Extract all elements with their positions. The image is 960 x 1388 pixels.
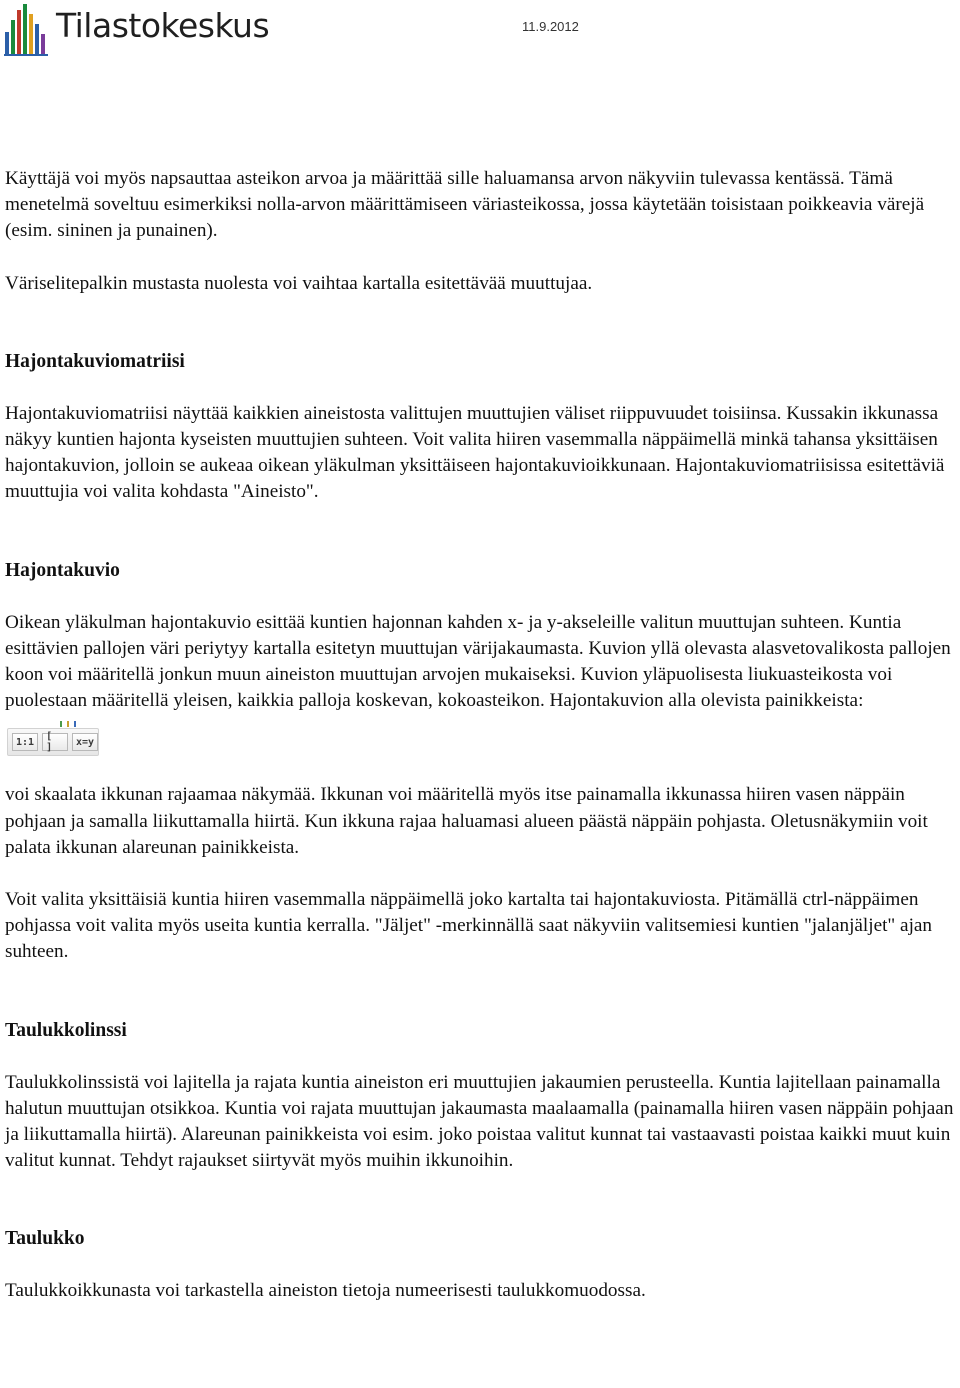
section-heading-matrix: Hajontakuviomatriisi xyxy=(5,350,185,372)
table-paragraph: Taulukkoikkunasta voi tarkastella aineiston tietoja numeerisesti taulukkomuodossa. xyxy=(5,1280,646,1302)
section-heading-table: Taulukko xyxy=(5,1228,85,1250)
scatter-paragraph-1: Oikean yläkulman hajontakuvio esittää kuntien hajonnan kahden x- ja y-akseleille valitun muuttujan suhteen. Kuntia esittävien pallojen väri periytyy kartalla esitetyn muuttujan värijakaumasta. Kuvion yllä olevasta alasvetovalikosta pallojen koon voi määritellä jonkun muun aineiston muuttujan arvojen mukaiseksi. Kuvion yläpuolisesta liukuasteikosta voi puolestaan määritellä yleisen, kaikkia palloja koskevan, kokoasteikon. Hajontakuvion alla olevista painikkeista: xyxy=(5,611,951,712)
tilastokeskus-logo-icon xyxy=(4,2,48,58)
section-heading-scatter: Hajontakuvio xyxy=(5,559,120,581)
document-body xyxy=(5,166,960,1305)
toolbar-tick-marks-icon xyxy=(59,720,81,728)
fit-view-button[interactable]: [ ] xyxy=(42,733,68,751)
scatter-toolbar-image xyxy=(5,718,101,760)
scatter-toolbar xyxy=(7,728,99,756)
page-header xyxy=(0,0,960,70)
scatter-paragraph-3: Voit valita yksittäisiä kuntia hiiren vasemmalla näppäimellä joko kartalta tai hajontakuviosta. Pitämällä ctrl-näppäimen pohjassa voit valita myös useita kuntia kerralla. "Jäljet" -merkinnällä saat näkyviin valitsemiesi kuntien "jalanjäljet" ajan suhteen. xyxy=(5,889,933,963)
x-equals-y-button[interactable]: x=y xyxy=(72,733,98,751)
scale-1-1-button[interactable]: 1:1 xyxy=(12,733,38,751)
matrix-paragraph: Hajontakuviomatriisi näyttää kaikkien aineistosta valittujen muuttujien väliset riippuvuudet toisiinsa. Kussakin ikkunassa näkyy kuntien hajonta kyseisten muuttujien suhteen. Voit valita hiiren vasemmalla näppäimellä minkä tahansa yksittäisen hajontakuvion, jolloin se aukeaa oikean yläkulman yksittäiseen hajontakuvioikkunaan. Hajontakuviomatriisissa esitettäviä muuttujia voi valita kohdasta "Aineisto". xyxy=(5,402,945,503)
section-heading-table-lens: Taulukkolinssi xyxy=(5,1019,127,1041)
logo-text: Tilastokeskus xyxy=(56,6,270,45)
intro-paragraph-1: Käyttäjä voi myös napsauttaa asteikon arvoa ja määrittää sille haluamansa arvon näkyviin tulevassa kentässä. Tämä menetelmä soveltuu esimerkiksi nolla-arvon määrittämiseen väriasteikossa, jossa käytetään toisistaan poikkeavia värejä (esim. sininen ja punainen). xyxy=(5,168,925,242)
scatter-paragraph-2: voi skaalata ikkunan rajaamaa näkymää. Ikkunan voi määritellä myös itse painamalla ikkunassa hiiren vasen näppäin pohjaan ja samalla liikuttamalla hiirtä. Kun ikkuna rajaa haluamasi alueen päästä näppäin pohjasta. Oletusnäkymiin voit palata ikkunan alareunan painikkeista. xyxy=(5,784,928,858)
document-date: 11.9.2012 xyxy=(522,19,579,34)
intro-paragraph-2: Väriselitepalkin mustasta nuolesta voi vaihtaa kartalla esitettävää muuttujaa. xyxy=(5,272,593,294)
table-lens-paragraph: Taulukkolinssistä voi lajitella ja rajata kuntia aineiston eri muuttujien jakaumien perusteella. Kuntia lajitellaan painamalla halutun muuttujan otsikkoa. Kuntia voi rajata muuttujan jakaumasta maalaamalla (painamalla hiiren vasen näppäin pohjaan ja liikuttamalla hiirtä). Alareunan painikkeista voi esim. joko poistaa valitut kunnat tai vastaavasti poistaa kaikki muut kuin valitut kunnat. Tehdyt rajaukset siirtyvät myös muihin ikkunoihin. xyxy=(5,1071,954,1172)
